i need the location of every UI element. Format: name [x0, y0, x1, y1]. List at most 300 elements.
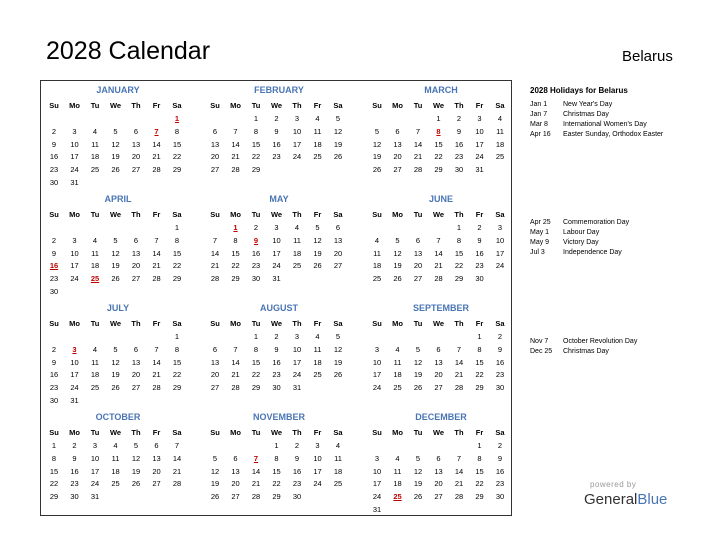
calendar-day: 24 [70, 165, 79, 175]
holiday-date: 7 [253, 453, 259, 463]
brand-blue: Blue [637, 491, 668, 508]
holiday-date-label: Mar 8 [530, 121, 548, 128]
calendar-day: 20 [231, 479, 240, 489]
calendar-day: 6 [335, 223, 341, 232]
calendar-day: 30 [49, 287, 59, 296]
weekday-header: Th [131, 210, 141, 219]
calendar-day: 9 [274, 344, 279, 354]
weekday-header: Mo [392, 101, 403, 110]
calendar-day: 8 [51, 453, 57, 463]
weekday-header: Sa [333, 428, 343, 437]
calendar-day: 29 [172, 383, 182, 393]
weekday-header: Su [372, 319, 382, 328]
weekday-header: Tu [90, 428, 100, 437]
calendar-day: 16 [495, 357, 505, 367]
calendar-day: 15 [172, 139, 182, 149]
calendar-day: 25 [90, 165, 100, 175]
month-march [366, 81, 526, 191]
calendar-day: 11 [373, 248, 381, 258]
holiday-date: 8 [436, 126, 441, 136]
holiday-date: 3 [72, 344, 77, 354]
month-name: OCTOBER [95, 412, 141, 422]
month-name: JULY [106, 303, 130, 313]
month-name: APRIL [104, 194, 132, 204]
calendar-day: 5 [335, 114, 341, 123]
calendar-day: 8 [174, 126, 180, 136]
calendar-day: 22 [454, 261, 464, 271]
weekday-header: Tu [251, 210, 261, 219]
holiday-name: October Revolution Day [563, 338, 638, 345]
calendar-day: 15 [231, 248, 240, 258]
calendar-day: 12 [111, 357, 120, 367]
calendar-day: 4 [497, 114, 503, 123]
month-name: FEBRUARY [254, 85, 304, 95]
calendar-day: 2 [51, 235, 57, 245]
calendar-day: 31 [475, 165, 484, 175]
calendar-day: 2 [51, 126, 57, 136]
weekday-header: Th [454, 210, 464, 219]
calendar-day: 14 [172, 453, 182, 463]
calendar-day: 29 [172, 274, 182, 284]
holidays-title: 2028 Holidays for Belarus [530, 86, 628, 95]
calendar-day: 21 [413, 152, 423, 162]
calendar-day: 11 [91, 139, 99, 149]
calendar-day: 7 [233, 344, 238, 354]
calendar-day: 19 [111, 261, 120, 271]
calendar-day: 12 [333, 344, 343, 354]
month-name: MAY [269, 194, 289, 204]
weekday-header: We [432, 101, 445, 110]
calendar-day: 12 [333, 126, 343, 136]
weekday-header: Tu [413, 319, 423, 328]
calendar-day: 8 [253, 126, 259, 136]
calendar-day: 1 [274, 441, 279, 450]
calendar-day: 10 [475, 126, 484, 136]
weekday-header: We [270, 101, 283, 110]
calendar-day: 21 [210, 261, 220, 271]
weekday-header: We [109, 210, 122, 219]
calendar-day: 17 [475, 139, 484, 149]
holiday-name: Christmas Day [563, 111, 609, 118]
calendar-day: 7 [154, 344, 159, 354]
calendar-day: 7 [212, 235, 218, 245]
calendar-day: 25 [495, 152, 505, 162]
calendar-day: 28 [210, 274, 220, 284]
calendar-day: 8 [174, 235, 180, 245]
calendar-day: 24 [70, 274, 79, 284]
calendar-day: 13 [434, 357, 443, 367]
calendar-day: 17 [292, 139, 302, 149]
calendar-day: 17 [70, 370, 79, 380]
calendar-day: 3 [294, 332, 300, 341]
calendar-day: 23 [495, 479, 505, 489]
calendar-day: 24 [495, 261, 505, 271]
calendar-day: 7 [436, 235, 441, 245]
calendar-day: 14 [434, 248, 443, 258]
month-december [366, 408, 526, 518]
calendar-day: 26 [111, 274, 120, 284]
calendar-day: 23 [454, 152, 464, 162]
calendar-day: 18 [292, 248, 302, 258]
calendar-day: 10 [70, 357, 79, 367]
calendar-day: 17 [90, 466, 100, 476]
weekday-header: Mo [69, 428, 80, 437]
calendar-day: 25 [90, 383, 100, 393]
calendar-day: 19 [413, 370, 423, 380]
weekday-header: Sa [495, 101, 505, 110]
calendar-day: 1 [477, 441, 482, 450]
calendar-day: 20 [210, 152, 220, 162]
country-label: Belarus [622, 48, 673, 65]
holiday-date-label: Jan 1 [530, 101, 548, 108]
holiday-date-label: Jan 7 [530, 111, 548, 118]
calendar-day: 11 [393, 357, 402, 367]
calendar-day: 5 [374, 126, 380, 136]
calendar-day: 22 [272, 479, 281, 489]
calendar-day: 21 [152, 261, 161, 271]
calendar-day: 12 [111, 139, 120, 149]
calendar-day: 13 [131, 248, 141, 258]
calendar-day: 4 [374, 235, 380, 245]
calendar-day: 19 [333, 139, 343, 149]
calendar-day: 3 [374, 344, 380, 354]
calendar-day: 25 [313, 370, 322, 380]
calendar-day: 20 [413, 261, 423, 271]
calendar-day: 4 [294, 223, 300, 232]
month-name: AUGUST [260, 303, 298, 313]
calendar-day: 25 [111, 479, 120, 489]
calendar-day: 26 [313, 261, 322, 271]
calendar-day: 19 [210, 479, 220, 489]
holiday-date: 1 [174, 114, 180, 123]
calendar-day: 14 [210, 248, 220, 258]
calendar-day: 16 [495, 466, 505, 476]
calendar-day: 7 [174, 441, 180, 450]
calendar-day: 4 [92, 235, 98, 245]
weekday-header: Su [49, 210, 59, 219]
calendar-day: 19 [111, 370, 120, 380]
calendar-day: 11 [313, 344, 322, 354]
calendar-day: 27 [434, 492, 443, 502]
month-november [204, 408, 364, 518]
calendar-day: 31 [70, 396, 79, 405]
calendar-day: 31 [292, 383, 302, 393]
holiday-date: 9 [253, 235, 259, 245]
weekday-header: Su [372, 428, 382, 437]
calendar-day: 7 [456, 344, 462, 354]
calendar-day: 6 [133, 126, 139, 136]
calendar-day: 7 [456, 453, 462, 463]
generalblue-logo[interactable] [584, 491, 667, 509]
calendar-day: 3 [294, 114, 300, 123]
calendar-day: 11 [111, 453, 120, 463]
weekday-header: Sa [495, 428, 505, 437]
calendar-day: 9 [477, 235, 482, 245]
calendar-day: 9 [456, 126, 462, 136]
calendar-day: 4 [335, 441, 341, 450]
calendar-day: 29 [251, 383, 261, 393]
calendar-day: 11 [91, 357, 99, 367]
calendar-day: 1 [174, 332, 180, 341]
calendar-day: 28 [251, 492, 261, 502]
calendar-day: 21 [172, 466, 182, 476]
calendar-day: 5 [113, 235, 118, 245]
calendar-day: 9 [274, 126, 279, 136]
weekday-header: Su [49, 319, 59, 328]
calendar-day: 28 [454, 492, 464, 502]
calendar-day: 7 [233, 126, 238, 136]
calendar-day: 28 [231, 165, 240, 175]
holiday-name: New Year's Day [563, 101, 613, 108]
calendar-day: 17 [70, 152, 79, 162]
holiday-date: 7 [154, 126, 159, 136]
calendar-day: 9 [497, 344, 503, 354]
weekday-header: Th [454, 101, 464, 110]
calendar-day: 28 [152, 274, 161, 284]
weekday-header: Sa [333, 210, 343, 219]
weekday-header: Mo [392, 210, 403, 219]
weekday-header: Mo [69, 319, 80, 328]
month-january [43, 81, 203, 191]
calendar-day: 12 [210, 466, 220, 476]
calendar-day: 22 [172, 152, 182, 162]
weekday-header: Tu [90, 210, 100, 219]
weekday-header: Fr [152, 210, 161, 219]
calendar-frame [40, 80, 512, 516]
calendar-day: 24 [272, 261, 281, 271]
calendar-day: 30 [495, 383, 505, 393]
calendar-day: 28 [413, 165, 423, 175]
calendar-day: 9 [51, 357, 57, 367]
holiday-name: Commemoration Day [563, 219, 630, 226]
calendar-day: 14 [231, 357, 240, 367]
calendar-day: 4 [395, 453, 400, 463]
weekday-header: Th [292, 319, 302, 328]
calendar-day: 8 [477, 453, 482, 463]
calendar-day: 16 [454, 139, 464, 149]
weekday-header: Fr [475, 428, 484, 437]
holiday-date-label: May 1 [530, 229, 550, 236]
calendar-day: 26 [111, 165, 120, 175]
calendar-day: 15 [172, 357, 182, 367]
calendar-day: 2 [274, 114, 279, 123]
calendar-day: 6 [133, 344, 139, 354]
calendar-day: 5 [395, 235, 400, 245]
holiday-date: 25 [90, 274, 100, 284]
weekday-header: Tu [413, 428, 423, 437]
calendar-day: 18 [495, 139, 505, 149]
calendar-day: 19 [313, 248, 322, 258]
calendar-day: 26 [111, 383, 120, 393]
calendar-day: 2 [497, 441, 503, 450]
weekday-header: Su [210, 319, 220, 328]
calendar-day: 20 [210, 370, 220, 380]
weekday-header: Th [131, 428, 141, 437]
calendar-day: 24 [372, 492, 382, 502]
calendar-day: 18 [372, 261, 382, 271]
calendar-day: 14 [251, 466, 261, 476]
holiday-date: 16 [49, 261, 59, 271]
weekday-header: Tu [413, 101, 423, 110]
calendar-day: 16 [272, 139, 281, 149]
calendar-day: 27 [131, 383, 141, 393]
calendar-day: 3 [497, 223, 503, 232]
calendar-day: 25 [372, 274, 382, 284]
calendar-day: 22 [231, 261, 240, 271]
weekday-header: Fr [313, 101, 322, 110]
calendar-day: 27 [152, 479, 161, 489]
calendar-day: 23 [49, 165, 59, 175]
weekday-header: Mo [392, 319, 403, 328]
calendar-day: 13 [131, 139, 141, 149]
calendar-day: 26 [333, 152, 343, 162]
calendar-day: 17 [292, 357, 302, 367]
calendar-day: 5 [415, 344, 421, 354]
calendar-day: 3 [72, 126, 77, 136]
calendar-day: 31 [70, 178, 79, 187]
calendar-day: 30 [70, 492, 79, 502]
calendar-day: 13 [131, 357, 141, 367]
calendar-day: 6 [436, 453, 441, 463]
calendar-day: 22 [172, 370, 182, 380]
holiday-name: International Women's Day [563, 121, 647, 128]
calendar-day: 5 [113, 126, 118, 136]
calendar-day: 28 [172, 479, 182, 489]
weekday-header: Mo [69, 210, 80, 219]
calendar-day: 14 [231, 139, 240, 149]
calendar-day: 2 [72, 441, 77, 450]
calendar-day: 8 [477, 344, 482, 354]
calendar-day: 5 [315, 223, 320, 232]
calendar-day: 10 [313, 453, 322, 463]
weekday-header: Fr [475, 101, 484, 110]
calendar-day: 21 [251, 479, 261, 489]
holiday-name: Christmas Day [563, 348, 609, 355]
weekday-header: Mo [230, 428, 241, 437]
calendar-day: 22 [172, 261, 182, 271]
calendar-day: 2 [497, 332, 503, 341]
calendar-day: 24 [372, 383, 382, 393]
holiday-date-label: Apr 16 [530, 131, 551, 138]
weekday-header: Sa [172, 101, 182, 110]
calendar-day: 9 [497, 453, 503, 463]
calendar-day: 20 [333, 248, 343, 258]
calendar-day: 9 [294, 453, 300, 463]
calendar-day: 18 [313, 357, 322, 367]
calendar-day: 16 [292, 466, 302, 476]
weekday-header: Mo [230, 319, 241, 328]
weekday-header: Su [210, 101, 220, 110]
calendar-day: 15 [475, 466, 484, 476]
weekday-header: Sa [333, 319, 343, 328]
weekday-header: Fr [313, 319, 322, 328]
holiday-date-label: May 9 [530, 239, 550, 246]
calendar-day: 23 [272, 370, 281, 380]
calendar-day: 13 [393, 139, 402, 149]
weekday-header: Th [131, 319, 141, 328]
calendar-day: 30 [49, 396, 59, 405]
calendar-day: 26 [393, 274, 402, 284]
calendar-day: 15 [172, 248, 182, 258]
calendar-day: 5 [133, 441, 139, 450]
weekday-header: Th [292, 210, 302, 219]
calendar-day: 28 [231, 383, 240, 393]
calendar-day: 4 [92, 344, 98, 354]
calendar-day: 9 [51, 139, 57, 149]
calendar-day: 8 [274, 453, 279, 463]
month-name: NOVEMBER [252, 412, 305, 422]
weekday-header: Mo [230, 210, 241, 219]
calendar-day: 29 [272, 492, 281, 502]
calendar-day: 16 [272, 357, 281, 367]
calendar-day: 26 [131, 479, 141, 489]
calendar-day: 27 [333, 261, 343, 271]
calendar-day: 4 [315, 114, 320, 123]
calendar-day: 6 [395, 126, 400, 136]
calendar-day: 31 [90, 492, 100, 502]
calendar-day: 1 [253, 114, 259, 123]
month-name: SEPTEMBER [412, 303, 469, 313]
calendar-day: 13 [434, 466, 443, 476]
calendar-day: 16 [49, 370, 59, 380]
holiday-date: 1 [233, 223, 238, 232]
weekday-header: We [109, 319, 122, 328]
calendar-day: 6 [212, 344, 218, 354]
calendar-day: 15 [251, 139, 261, 149]
month-name: JUNE [428, 194, 453, 204]
holiday-name: Independence Day [563, 249, 622, 256]
calendar-day: 11 [393, 466, 402, 476]
calendar-day: 16 [70, 466, 79, 476]
calendar-day: 17 [372, 370, 382, 380]
calendar-day: 23 [475, 261, 484, 271]
calendar-day: 22 [434, 152, 443, 162]
weekday-header: We [432, 428, 445, 437]
calendar-day: 29 [251, 165, 261, 175]
calendar-day: 15 [49, 466, 59, 476]
calendar-day: 27 [210, 383, 220, 393]
holiday-name: Victory Day [563, 239, 599, 246]
calendar-day: 20 [393, 152, 402, 162]
calendar-day: 29 [49, 492, 59, 502]
calendar-day: 25 [313, 152, 322, 162]
month-april [43, 190, 203, 300]
calendar-day: 29 [172, 165, 182, 175]
weekday-header: Tu [251, 428, 261, 437]
calendar-day: 10 [495, 235, 505, 245]
calendar-day: 2 [51, 344, 57, 354]
holiday-date-label: Jul 3 [530, 249, 545, 256]
calendar-day: 1 [174, 223, 180, 232]
calendar-day: 19 [131, 466, 141, 476]
weekday-header: Tu [413, 210, 423, 219]
calendar-day: 19 [333, 357, 343, 367]
calendar-day: 18 [333, 466, 343, 476]
calendar-day: 17 [313, 466, 322, 476]
weekday-header: Su [49, 101, 59, 110]
weekday-header: Sa [172, 210, 182, 219]
calendar-day: 13 [231, 466, 240, 476]
calendar-day: 12 [393, 248, 402, 258]
calendar-day: 25 [292, 261, 302, 271]
calendar-day: 31 [272, 274, 281, 284]
weekday-header: We [270, 210, 283, 219]
calendar-day: 30 [251, 274, 261, 284]
holiday-date-label: Nov 7 [530, 338, 549, 345]
weekday-header: Fr [475, 319, 484, 328]
calendar-day: 18 [393, 370, 402, 380]
weekday-header: Tu [251, 101, 261, 110]
